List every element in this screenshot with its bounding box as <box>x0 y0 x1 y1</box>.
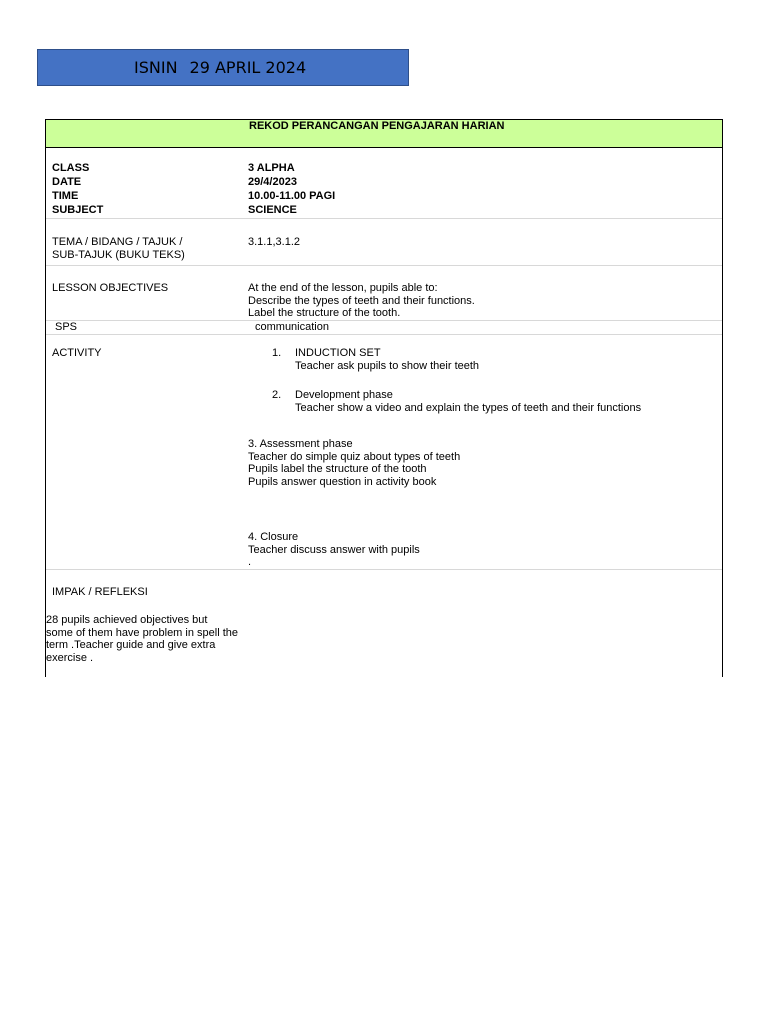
tema-label <box>52 236 185 261</box>
step3-line: Pupils label the structure of the tooth <box>248 463 427 475</box>
banner-day: ISNIN <box>134 58 178 77</box>
date-value: 29/4/2023 <box>248 176 297 188</box>
step2-number: 2. <box>272 389 282 401</box>
subject-label: SUBJECT <box>52 203 104 216</box>
class-label: CLASS <box>52 162 90 174</box>
impak-label: IMPAK / REFLEKSI <box>52 586 148 598</box>
step4-line: . <box>248 556 252 568</box>
row-divider <box>46 320 722 321</box>
sps-label: SPS <box>55 321 78 333</box>
subject-value: SCIENCE <box>248 203 297 216</box>
row-divider <box>46 569 722 570</box>
objectives-text <box>248 282 475 320</box>
impak-text <box>46 614 238 664</box>
info-values <box>248 162 335 216</box>
date-banner <box>37 49 409 86</box>
objective-line: At the end of the lesson, pupils able to: <box>248 282 438 294</box>
step1-desc: Teacher ask pupils to show their teeth <box>295 359 480 372</box>
impak-line: exercise . <box>46 651 94 664</box>
objective-line: Label the structure of the tooth. <box>248 307 401 319</box>
objective-line: Describe the types of teeth and their functions. <box>248 294 475 307</box>
step4-line: Teacher discuss answer with pupils <box>248 543 420 556</box>
row-divider <box>46 334 722 335</box>
impak-line: 28 pupils achieved objectives but <box>46 614 208 626</box>
tema-value: 3.1.1,3.1.2 <box>248 236 300 248</box>
class-value: 3 ALPHA <box>248 162 295 174</box>
date-banner-text <box>134 58 306 78</box>
step3-line: Teacher do simple quiz about types of teeth <box>248 450 461 463</box>
time-value: 10.00-11.00 PAGI <box>248 190 336 202</box>
table-right-border <box>722 148 723 677</box>
step3-line: Pupils answer question in activity book <box>248 475 437 488</box>
banner-date: 29 APRIL 2024 <box>189 58 307 77</box>
table-title: REKOD PERANCANGAN PENGAJARAN HARIAN <box>249 120 505 132</box>
objectives-label: LESSON OBJECTIVES <box>52 282 169 294</box>
tema-label-line: TEMA / BIDANG / TAJUK / <box>52 236 183 248</box>
step1-text <box>295 347 479 372</box>
table-header-row <box>45 119 723 148</box>
date-label: DATE <box>52 176 82 188</box>
step3-line: 3. Assessment phase <box>248 438 353 450</box>
step2-desc: Teacher show a video and explain the types of teeth and their functions <box>295 401 642 414</box>
time-label: TIME <box>52 190 79 202</box>
activity-label: ACTIVITY <box>52 347 102 359</box>
step3-text <box>248 438 460 488</box>
step4-text <box>248 531 420 569</box>
step2-title: Development phase <box>295 389 393 401</box>
tema-label-line: SUB-TAJUK (BUKU TEKS) <box>52 248 185 261</box>
step2-text <box>295 389 641 414</box>
row-divider <box>46 218 722 219</box>
step1-number: 1. <box>272 347 282 359</box>
impak-line: term .Teacher guide and give extra <box>46 639 216 651</box>
table-left-border <box>45 148 46 677</box>
step1-title: INDUCTION SET <box>295 347 381 359</box>
row-divider <box>46 265 722 266</box>
step4-line: 4. Closure <box>248 531 299 543</box>
sps-value: communication <box>255 321 329 333</box>
impak-line: some of them have problem in spell the <box>46 626 238 639</box>
info-labels <box>52 162 103 216</box>
